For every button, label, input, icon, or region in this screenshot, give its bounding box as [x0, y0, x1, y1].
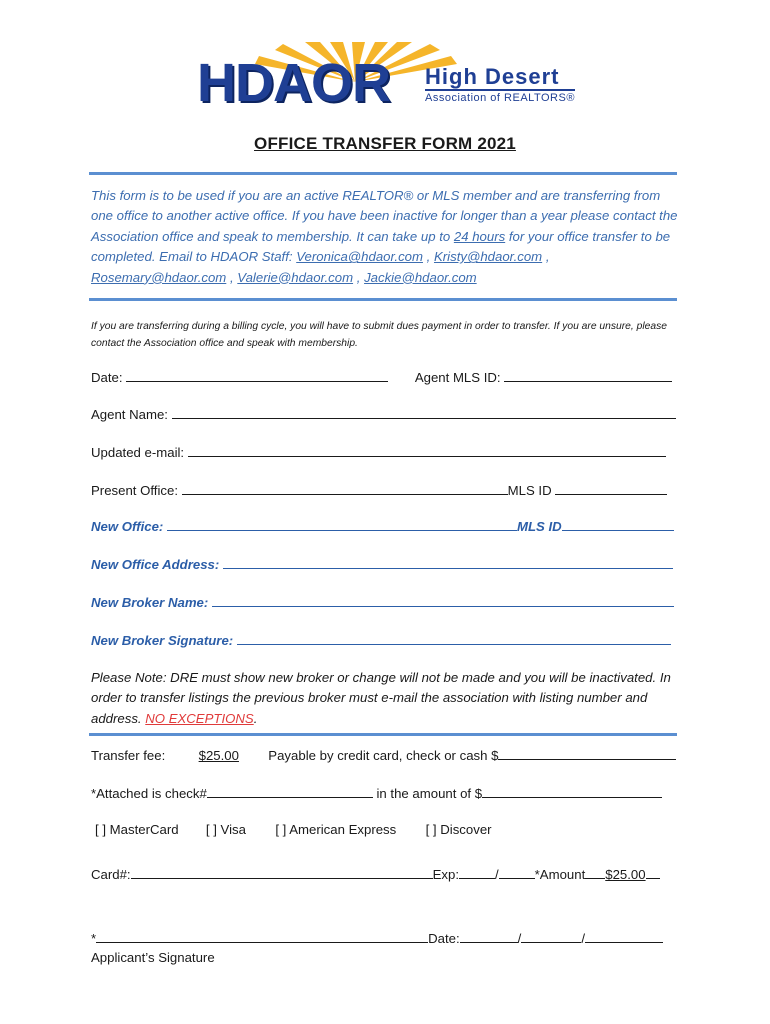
new-broker-signature-label: New Broker Signature:	[91, 633, 234, 648]
card-number-field[interactable]	[131, 865, 433, 879]
separator: ,	[422, 249, 434, 265]
new-broker-name-label: New Broker Name:	[91, 595, 209, 610]
amount-trail	[646, 865, 660, 879]
check-row	[91, 784, 662, 801]
exp-label: Exp:	[432, 867, 459, 882]
agent-mls-id-field[interactable]	[504, 368, 672, 382]
intro-paragraph	[91, 186, 681, 288]
sig-date-day-field[interactable]	[521, 929, 581, 943]
new-broker-signature-row	[91, 632, 671, 648]
divider-payment	[89, 733, 677, 736]
amount-label: *Amount	[534, 867, 586, 882]
updated-email-field[interactable]	[188, 443, 666, 457]
agent-name-label: Agent Name:	[91, 407, 168, 422]
no-exceptions-text: NO EXCEPTIONS	[145, 710, 254, 726]
card-number-label: Card#:	[91, 867, 131, 882]
new-broker-name-field[interactable]	[212, 594, 674, 607]
date-row	[91, 368, 672, 385]
signature-date-label: Date:	[428, 931, 460, 946]
separator: ,	[542, 249, 550, 265]
new-broker-signature-field[interactable]	[237, 632, 671, 645]
discover-checkbox[interactable]: [ ] Discover	[425, 822, 492, 837]
email-link-jackie[interactable]: Jackie@hdaor.com	[364, 269, 477, 285]
updated-email-label: Updated e-mail:	[91, 445, 185, 460]
signature-star: *	[91, 931, 97, 946]
separator: ,	[226, 269, 238, 285]
new-office-row	[91, 518, 674, 534]
new-broker-name-row	[91, 594, 674, 610]
intro-text-1: This form is to be used if you are an active REALTOR® or MLS member and are transferring from one office to another active office. If you have been inactive for longer than a year please contact the Association office and speak to membership. It can take up to	[91, 188, 678, 244]
email-link-kristy[interactable]: Kristy@hdaor.com	[433, 249, 543, 265]
attached-check-label: *Attached is check#	[91, 786, 207, 801]
date-separator: /	[581, 931, 586, 946]
visa-checkbox[interactable]: [ ] Visa	[205, 822, 246, 837]
logo-wordmark: HDAOR	[197, 53, 390, 113]
please-note	[91, 668, 687, 729]
email-row	[91, 443, 666, 460]
new-office-label: New Office:	[91, 519, 164, 534]
divider-top	[89, 172, 677, 175]
logo-line1: High Desert	[425, 64, 560, 89]
hours-text: 24 hours	[453, 228, 506, 244]
page-title: OFFICE TRANSFER FORM 2021	[254, 134, 516, 153]
amount-field[interactable]	[585, 865, 605, 879]
date-separator: /	[517, 931, 522, 946]
amount-value: $25.00	[605, 867, 646, 882]
hdaor-logo	[195, 42, 580, 118]
payable-amount-field[interactable]	[498, 746, 676, 760]
new-office-address-label: New Office Address:	[91, 557, 220, 572]
mls-id-field[interactable]	[555, 481, 667, 495]
email-link-rosemary[interactable]: Rosemary@hdaor.com	[91, 269, 227, 285]
please-note-text: Please Note: DRE must show new broker or change will not be made and you will be inactivated. In order to transfer listings the previous broker must e-mail the association with listing number and address.	[91, 670, 671, 726]
applicant-signature-field[interactable]	[96, 929, 428, 943]
amount-of-label: in the amount of $	[376, 786, 483, 801]
card-number-row	[91, 865, 660, 882]
card-options-row	[95, 822, 492, 837]
new-office-address-field[interactable]	[223, 556, 673, 569]
date-field[interactable]	[126, 368, 388, 382]
exp-month-field[interactable]	[459, 865, 495, 879]
transfer-fee-label: Transfer fee:	[91, 748, 166, 763]
applicant-signature-label: Applicant’s Signature	[91, 950, 215, 965]
check-amount-field[interactable]	[482, 784, 662, 798]
exp-year-field[interactable]	[499, 865, 535, 879]
logo-divider	[425, 89, 575, 91]
intro-text-2: for your office transfer to be completed. Email to HDAOR Staff:	[91, 228, 671, 265]
please-note-end: .	[253, 710, 258, 726]
check-number-field[interactable]	[207, 784, 373, 798]
sig-date-year-field[interactable]	[585, 929, 663, 943]
agent-name-field[interactable]	[172, 405, 676, 419]
separator: ,	[353, 269, 365, 285]
payable-label: Payable by credit card, check or cash $	[268, 748, 499, 763]
new-mls-id-label: MLS ID	[516, 519, 562, 534]
sig-date-month-field[interactable]	[460, 929, 518, 943]
present-office-label: Present Office:	[91, 483, 178, 498]
transfer-fee-value: $25.00	[198, 748, 239, 763]
new-office-address-row	[91, 556, 673, 572]
divider-intro	[89, 298, 677, 301]
email-link-veronica[interactable]: Veronica@hdaor.com	[296, 249, 423, 265]
date-label: Date:	[91, 370, 123, 385]
new-office-field[interactable]	[167, 518, 517, 531]
present-office-field[interactable]	[182, 481, 508, 495]
billing-note: If you are transferring during a billing cycle, you will have to submit dues payment in order to transfer. If you are unsure, please contact the Association office and speak with membership.	[91, 321, 667, 349]
present-office-row	[91, 481, 667, 498]
exp-separator: /	[494, 867, 499, 882]
signature-row	[91, 929, 663, 946]
email-link-valerie[interactable]: Valerie@hdaor.com	[237, 269, 354, 285]
transfer-fee-row	[91, 746, 676, 763]
mastercard-checkbox[interactable]: [ ] MasterCard	[95, 822, 179, 837]
agent-mls-id-label: Agent MLS ID:	[414, 370, 501, 385]
mls-id-label: MLS ID	[507, 483, 552, 498]
logo-line2: Association of REALTORS®	[425, 92, 575, 104]
new-mls-id-field[interactable]	[562, 518, 674, 531]
agent-name-row	[91, 405, 676, 422]
amex-checkbox[interactable]: [ ] American Express	[275, 822, 397, 837]
